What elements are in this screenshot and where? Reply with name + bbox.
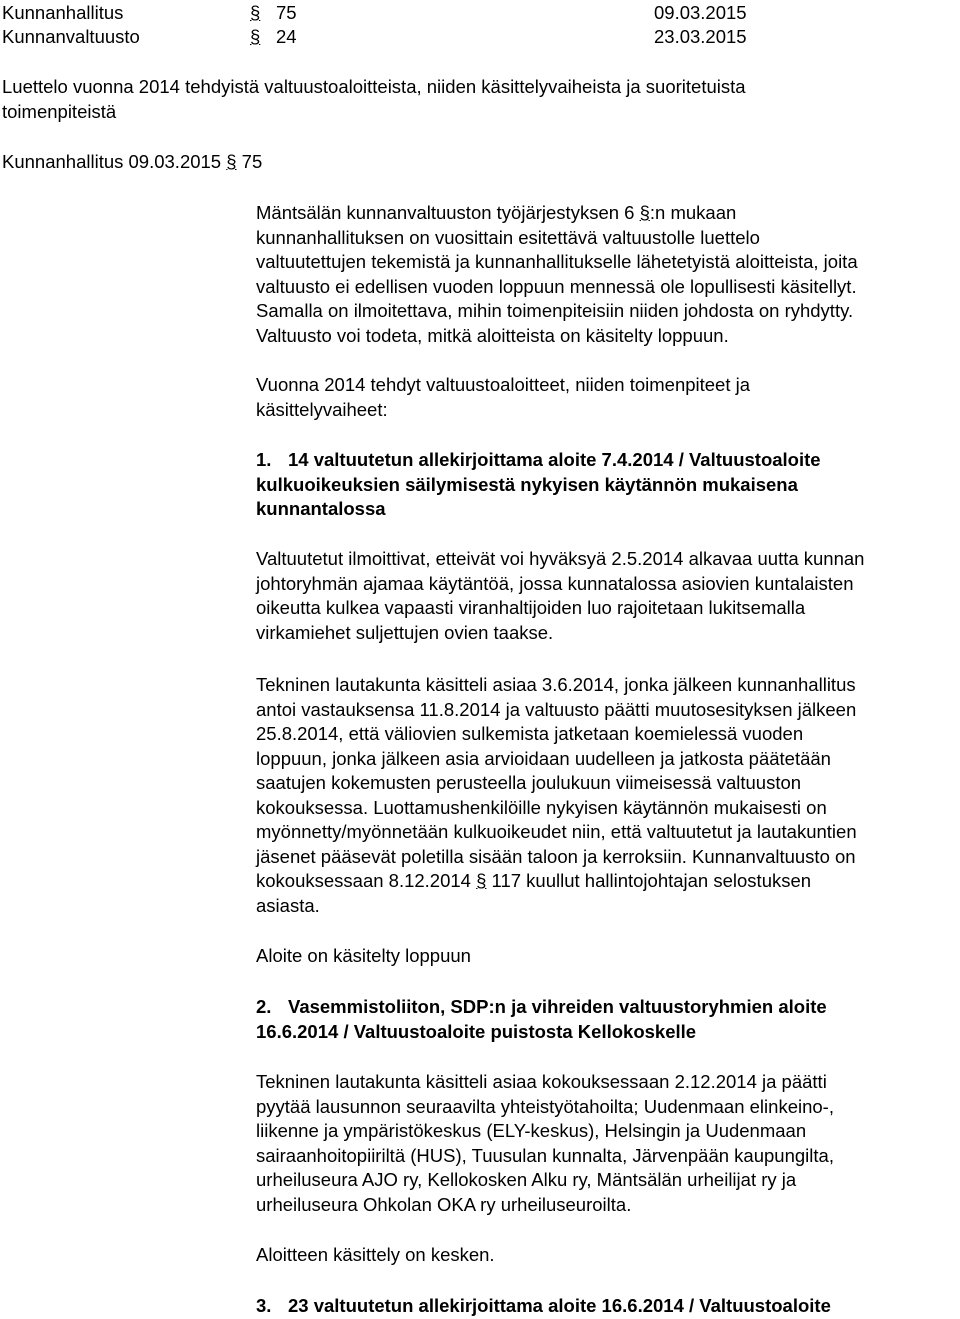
paragraph-line: kokouksessa. Luottamushenkilöille nykyisen käytännön mukaisesti on xyxy=(256,796,827,818)
paragraph-line: saatujen kokemusten perusteella joulukuun viimeisessä valtuuston xyxy=(256,772,802,793)
section-sign: § xyxy=(476,870,487,891)
paragraph-line: virkamiehet suljettujen ovien taakse. xyxy=(256,621,554,643)
header-body-name: Kunnanvaltuusto xyxy=(2,26,140,47)
subintro-line: käsittelyvaiheet: xyxy=(256,398,388,420)
paragraph-line: myönnetty/myönnetään kulkuoikeudet niin, että valtuutetut ja lautakuntien xyxy=(256,821,857,842)
item-1-status xyxy=(256,944,960,969)
intro-paragraph xyxy=(256,201,960,348)
paragraph-line: sairaanhoitopiiriltä (HUS), Tuusulan kunnalta, Järvenpään kaupungilta, xyxy=(256,1144,834,1166)
item-number: 3. xyxy=(256,1295,272,1316)
meeting-ref-suffix: 75 xyxy=(236,151,263,172)
text-span: Mäntsälän kunnanvaltuuston työjärjestyksen 6 xyxy=(256,202,640,223)
intro-line: Samalla on ilmoitettava, mihin toimenpiteisiin niiden johdosta on ryhdytty. xyxy=(256,300,854,321)
title-line: Luettelo vuonna 2014 tehdyistä valtuustoaloitteista, niiden käsittelyvaiheista ja suoritetuista xyxy=(2,76,746,97)
paragraph-line: johtoryhmän ajamaa käytäntöä, jossa kunnatalossa asiovien kuntalaisten xyxy=(256,572,854,594)
paragraph-line: asiasta. xyxy=(256,894,320,916)
heading-line: kunnantalossa xyxy=(256,498,386,519)
section-sign: § xyxy=(250,2,261,23)
heading-line xyxy=(256,448,960,473)
heading-line xyxy=(256,995,960,1020)
paragraph-line: liikenne ja ympäristökeskus (ELY-keskus), Helsingin ja Uudenmaan xyxy=(256,1120,807,1141)
paragraph-line: Valtuutetut ilmoittivat, etteivät voi hyväksyä 2.5.2014 alkavaa uutta kunnan xyxy=(256,548,865,569)
meeting-reference xyxy=(2,150,262,175)
paragraph-line xyxy=(256,869,960,894)
text-span: :n mukaan xyxy=(649,202,737,223)
subintro-line: Vuonna 2014 tehdyt valtuustoaloitteet, niiden toimenpiteet ja xyxy=(256,374,751,395)
header-date: 23.03.2015 xyxy=(654,26,747,47)
item-2-paragraph-1 xyxy=(256,1070,960,1217)
section-sign: § xyxy=(639,202,650,223)
status-text: Aloite on käsitelty loppuun xyxy=(256,945,471,966)
document-title xyxy=(2,75,746,124)
heading-text: 14 valtuutetun allekirjoittama aloite 7.4.2014 / Valtuustoaloite xyxy=(288,449,821,470)
header-number: 75 xyxy=(276,2,297,23)
heading-text: Vasemmistoliiton, SDP:n ja vihreiden valtuustoryhmien aloite xyxy=(288,996,827,1017)
status-text: Aloitteen käsittely on kesken. xyxy=(256,1244,495,1265)
item-2-status xyxy=(256,1243,960,1268)
title-line: toimenpiteistä xyxy=(2,100,117,122)
header-row-board xyxy=(2,1,902,26)
paragraph-line: jäsenet pääsevät poletilla sisään taloon ja kerroksiin. Kunnanvaltuusto on xyxy=(256,845,856,867)
item-number: 2. xyxy=(256,996,272,1017)
text-span: 117 kuullut hallintojohtajan selostuksen xyxy=(486,870,812,891)
header-date: 09.03.2015 xyxy=(654,2,747,23)
heading-line: 16.6.2014 / Valtuustoaloite puistosta Kellokoskelle xyxy=(256,1020,697,1042)
intro-line xyxy=(256,201,960,226)
section-sign: § xyxy=(250,26,261,47)
paragraph-line: antoi vastauksensa 11.8.2014 ja valtuusto päätti muutosesityksen jälkeen xyxy=(256,698,857,720)
paragraph-line: urheiluseura AJO ry, Kellokosken Alku ry, Mäntsälän urheilijat ry ja xyxy=(256,1169,797,1190)
intro-line: kunnanhallituksen on vuosittain esitettävä valtuustolle luettelo xyxy=(256,226,760,248)
item-1-paragraph-2 xyxy=(256,673,960,918)
intro-line: valtuutettujen tekemistä ja kunnanhallitukselle lähetetyistä aloitteista, joita xyxy=(256,251,858,272)
paragraph-line: urheiluseura Ohkolan OKA ry urheiluseuroilta. xyxy=(256,1193,632,1215)
paragraph-line: pyytää lausunnon seuraavilta yhteistyötahoilta; Uudenmaan elinkeino-, xyxy=(256,1095,834,1117)
section-sign: § xyxy=(226,151,237,172)
header-row-council xyxy=(2,25,902,50)
header-number: 24 xyxy=(276,26,297,47)
item-1-paragraph-1 xyxy=(256,547,960,645)
text-span: kokouksessaan 8.12.2014 xyxy=(256,870,477,891)
meeting-ref-prefix: Kunnanhallitus 09.03.2015 xyxy=(2,151,227,172)
item-2-heading xyxy=(256,995,960,1044)
header-body-name: Kunnanhallitus xyxy=(2,2,124,23)
paragraph-line: 25.8.2014, että väliovien sulkemista jatketaan koemielessä vuoden xyxy=(256,723,804,744)
subintro-paragraph xyxy=(256,373,960,422)
heading-line: kulkuoikeuksien säilymisestä nykyisen käytännön mukaisena xyxy=(256,473,798,495)
paragraph-line: Tekninen lautakunta käsitteli asiaa 3.6.2014, jonka jälkeen kunnanhallitus xyxy=(256,674,856,695)
heading-text: 23 valtuutetun allekirjoittama aloite 16.6.2014 / Valtuustoaloite xyxy=(288,1295,831,1316)
paragraph-line: loppuun, jonka jälkeen asia arvioidaan uudelleen ja jatkosta päätetään xyxy=(256,747,831,769)
paragraph-line: Tekninen lautakunta käsitteli asiaa kokouksessaan 2.12.2014 ja päätti xyxy=(256,1071,827,1092)
item-3-heading xyxy=(256,1294,960,1319)
heading-line xyxy=(256,1294,960,1319)
item-1-heading xyxy=(256,448,960,522)
intro-line: valtuusto ei edellisen vuoden loppuun mennessä ole lopullisesti käsitellyt. xyxy=(256,275,857,297)
item-number: 1. xyxy=(256,449,272,470)
intro-line: Valtuusto voi todeta, mitkä aloitteista on käsitelty loppuun. xyxy=(256,324,729,346)
paragraph-line: oikeutta kulkea vapaasti viranhaltijoiden luo rajoitetaan lukitsemalla xyxy=(256,597,806,618)
